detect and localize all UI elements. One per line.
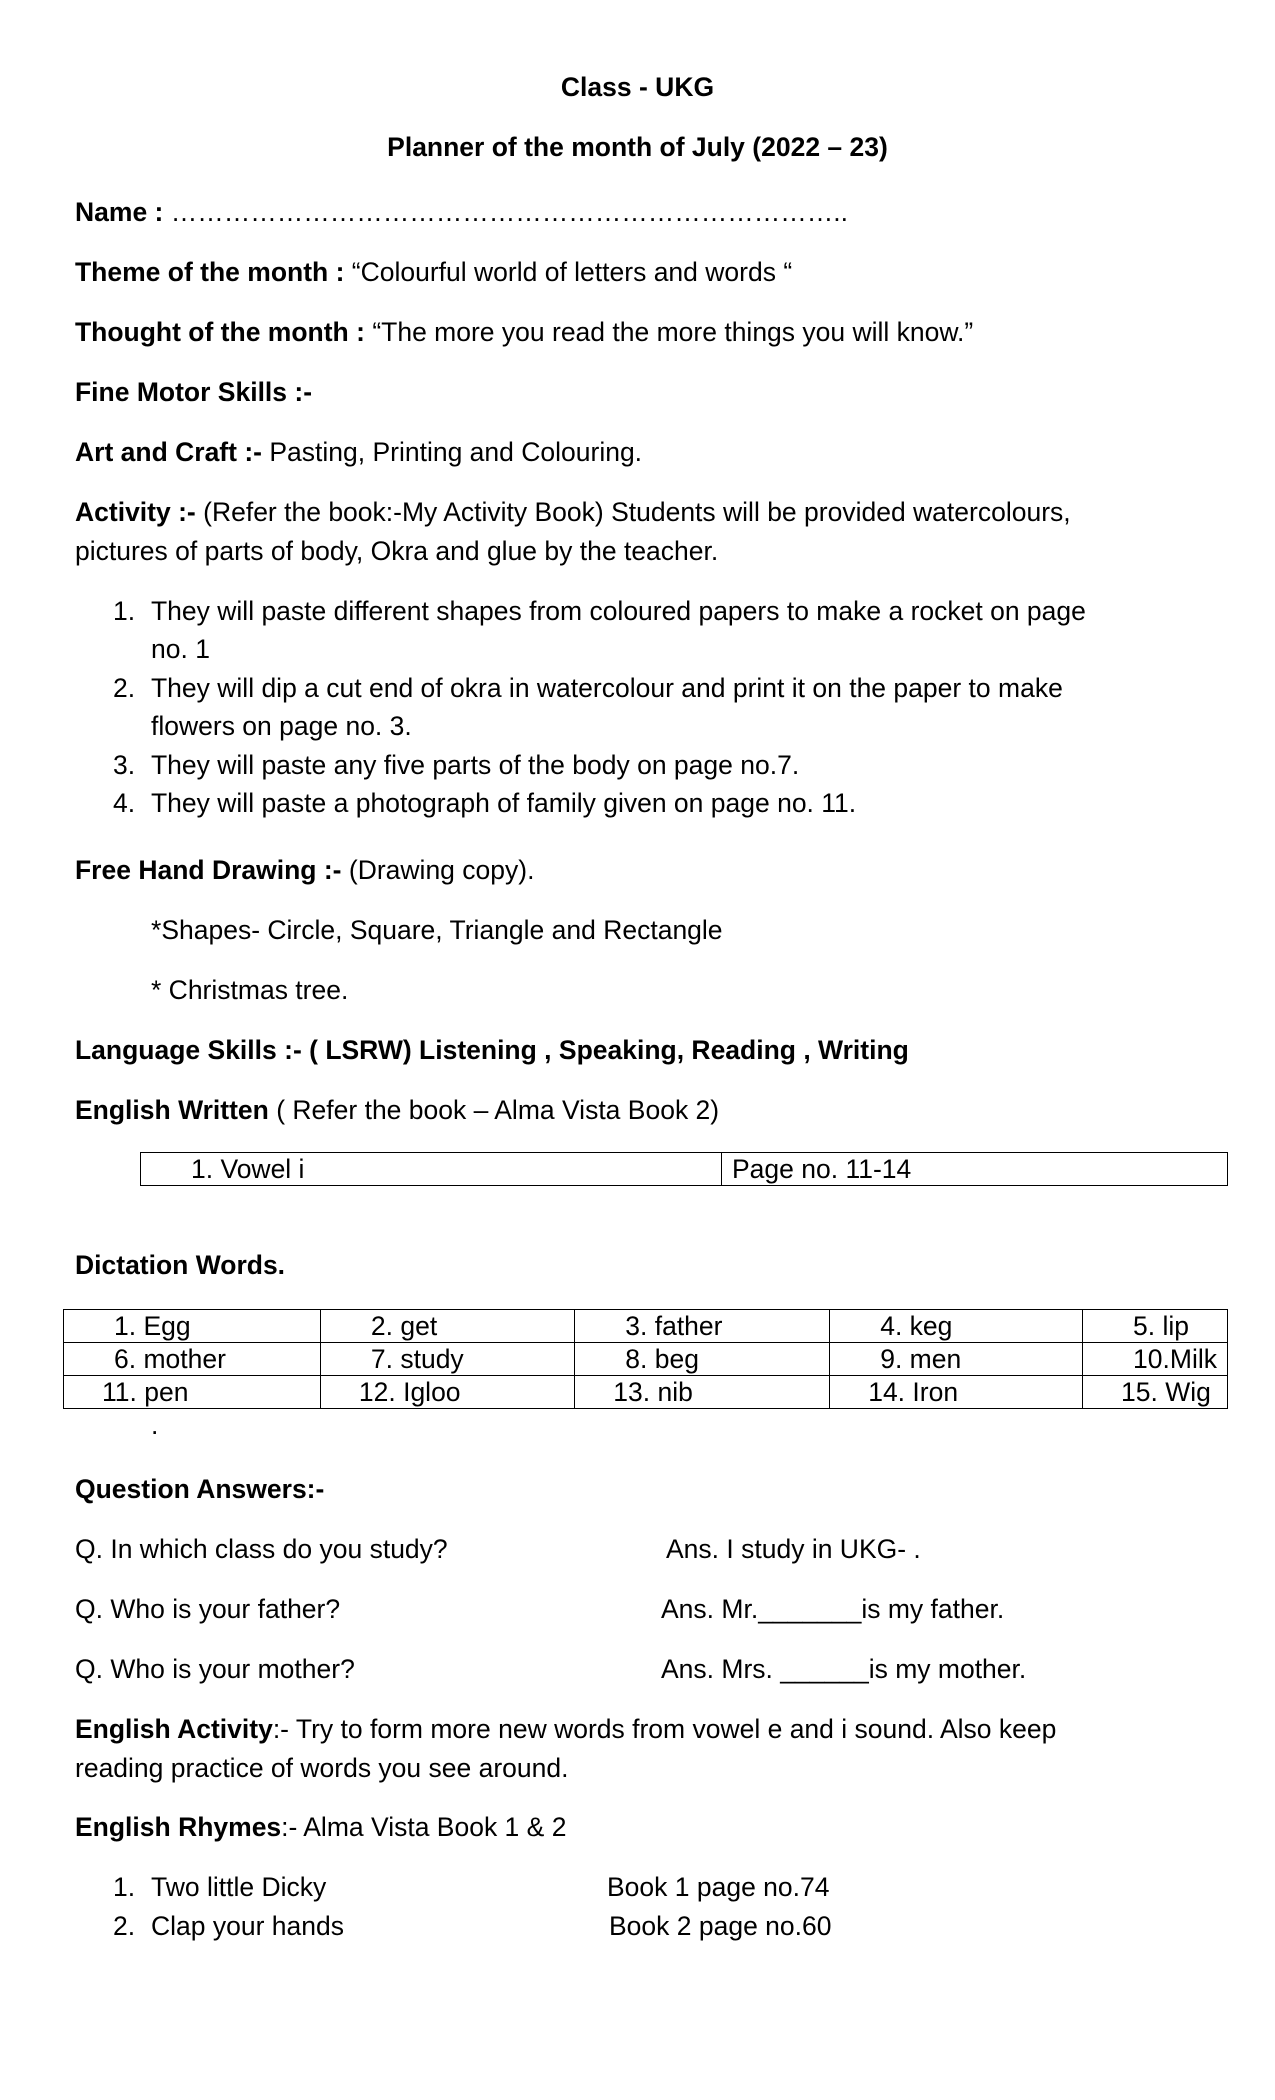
list-item [75, 784, 1205, 822]
topic-number: 1. [191, 1154, 214, 1184]
name-label: Name : [75, 197, 164, 227]
art-craft-label: Art and Craft :- [75, 437, 262, 467]
list-item-number: 2. [113, 672, 136, 703]
free-hand-value: (Drawing copy). [348, 855, 535, 885]
list-item-text: They will paste different shapes from coloured papers to make a rocket on page [151, 596, 1086, 626]
english-rhymes-line [75, 1808, 566, 1846]
table-cell: 9. men [830, 1343, 1083, 1376]
theme-label: Theme of the month : [75, 257, 345, 287]
planner-title: Planner of the month of July (2022 – 23) [387, 132, 888, 162]
answer-3: Ans. Mrs. ______is my mother. [661, 1654, 1027, 1684]
rhyme-item-2 [113, 1907, 832, 1945]
dictation-heading: Dictation Words. [75, 1250, 286, 1280]
list-item-text-cont: no. 1 [151, 634, 210, 665]
theme-line [75, 253, 792, 291]
free-hand-line [75, 851, 534, 889]
list-item [75, 669, 1205, 746]
table-cell: 6. mother [64, 1343, 321, 1376]
rhyme-item-1 [113, 1868, 830, 1906]
thought-label: Thought of the month : [75, 317, 365, 347]
table-row [64, 1376, 1228, 1409]
activity-text-1: (Refer the book:-My Activity Book) Students will be provided watercolours, [203, 497, 1071, 527]
english-written-table [140, 1152, 1228, 1186]
rhyme-ref: Book 2 page no.60 [609, 1911, 832, 1941]
table-cell: 14. Iron [830, 1376, 1083, 1409]
list-item [75, 592, 1205, 669]
list-item-text-cont: flowers on page no. 3. [151, 711, 412, 742]
english-written-label: English Written [75, 1095, 269, 1125]
list-item [75, 746, 1205, 784]
topic-text: Vowel i [220, 1154, 305, 1184]
english-activity-line-2: reading practice of words you see around. [75, 1753, 569, 1783]
table-row [141, 1153, 1228, 1186]
english-rhymes-label: English Rhymes [75, 1812, 282, 1842]
dictation-table [63, 1309, 1228, 1409]
english-activity-line-1 [75, 1710, 1056, 1748]
english-written-value: ( Refer the book – Alma Vista Book 2) [276, 1095, 720, 1125]
class-title: Class - UKG [560, 72, 715, 102]
rhyme-number: 1. [113, 1872, 136, 1902]
theme-value: “Colourful world of letters and words “ [351, 257, 793, 287]
english-rhymes-value: :- Alma Vista Book 1 & 2 [281, 1812, 567, 1842]
table-cell: 10.Milk [1083, 1343, 1228, 1376]
activity-line-1 [75, 493, 1071, 531]
table-cell: 11. pen [64, 1376, 321, 1409]
table-cell: 7. study [320, 1343, 574, 1376]
rhyme-number: 2. [113, 1911, 136, 1941]
question-1: Q. In which class do you study? [75, 1534, 448, 1564]
list-item-text: They will dip a cut end of okra in watercolour and print it on the paper to make [151, 672, 1063, 703]
rhyme-name: Two little Dicky [151, 1872, 327, 1902]
list-item-text: They will paste any five parts of the body on page no.7. [151, 749, 800, 780]
question-3: Q. Who is your mother? [75, 1654, 355, 1684]
question-2: Q. Who is your father? [75, 1594, 341, 1624]
answer-2: Ans. Mr._______is my father. [661, 1594, 1005, 1624]
free-hand-item-shapes: *Shapes- Circle, Square, Triangle and Rectangle [151, 915, 723, 945]
table-cell: 8. beg [575, 1343, 830, 1376]
topic-cell [141, 1153, 722, 1186]
language-skills-heading: Language Skills :- ( LSRW) Listening , Speaking, Reading , Writing [75, 1035, 909, 1065]
list-item-number: 3. [113, 749, 136, 780]
free-hand-label: Free Hand Drawing :- [75, 855, 342, 885]
activity-line-2: pictures of parts of body, Okra and glue by the teacher. [75, 536, 719, 566]
activity-label: Activity :- [75, 497, 196, 527]
answer-1: Ans. I study in UKG- . [666, 1534, 921, 1564]
name-line [75, 193, 848, 231]
thought-value: “The more you read the more things you will know.” [372, 317, 974, 347]
table-cell: 3. father [575, 1310, 830, 1343]
table-row [64, 1343, 1228, 1376]
table-row [64, 1310, 1228, 1343]
table-cell: 5. lip [1083, 1310, 1228, 1343]
english-activity-text-1: :- Try to form more new words from vowel e and i sound. Also keep [272, 1714, 1057, 1744]
free-hand-item-tree: * Christmas tree. [151, 975, 349, 1005]
rhyme-name: Clap your hands [151, 1911, 344, 1941]
art-craft-value: Pasting, Printing and Colouring. [269, 437, 643, 467]
thought-line [75, 313, 973, 351]
list-item-number: 1. [113, 596, 136, 626]
activity-list [75, 592, 1205, 823]
rhyme-ref: Book 1 page no.74 [607, 1872, 830, 1902]
fine-motor-heading: Fine Motor Skills :- [75, 377, 313, 407]
table-cell: 4. keg [830, 1310, 1083, 1343]
art-craft-line [75, 433, 642, 471]
table-cell: 13. nib [575, 1376, 830, 1409]
dictation-trailing-dot: . [151, 1410, 159, 1440]
name-dots: ………………………………………………………………….. [170, 197, 848, 227]
table-cell: 12. Igloo [320, 1376, 574, 1409]
page-cell: Page no. 11-14 [722, 1153, 1228, 1186]
qa-heading: Question Answers:- [75, 1474, 325, 1504]
list-item-text: They will paste a photograph of family given on page no. 11. [151, 788, 857, 819]
table-cell: 2. get [320, 1310, 574, 1343]
english-activity-label: English Activity [75, 1714, 273, 1744]
table-cell: 15. Wig [1083, 1376, 1228, 1409]
table-cell: 1. Egg [64, 1310, 321, 1343]
list-item-number: 4. [113, 788, 136, 819]
english-written-line [75, 1091, 719, 1129]
